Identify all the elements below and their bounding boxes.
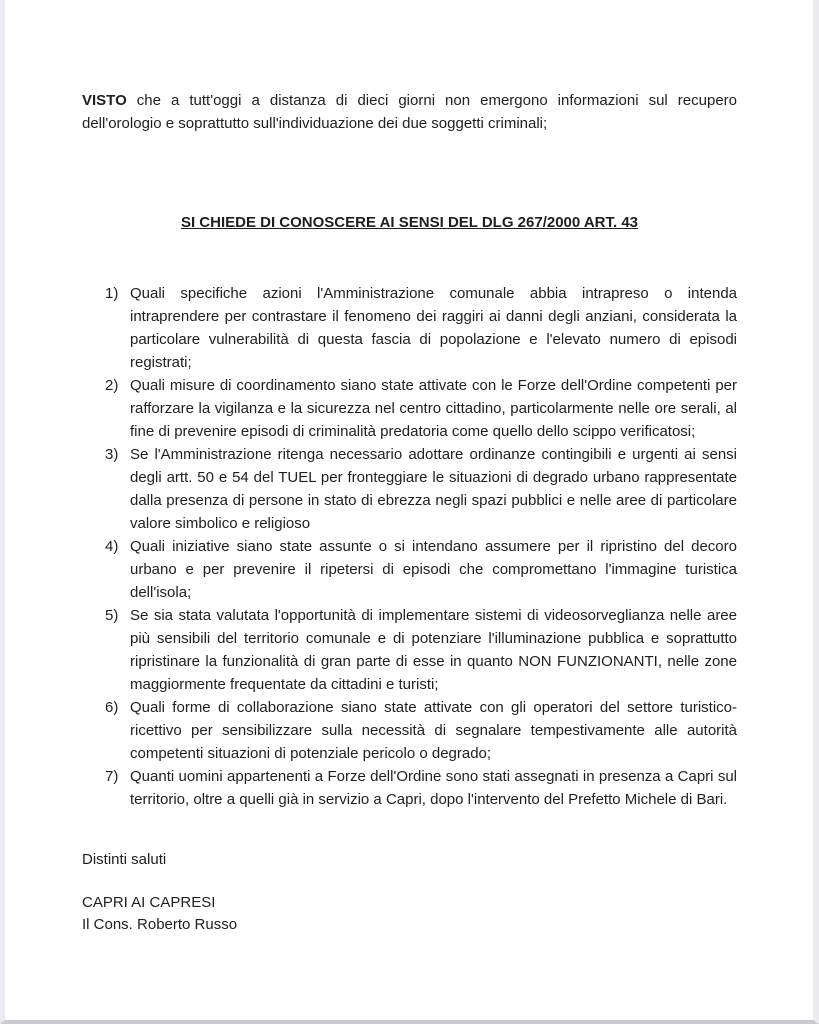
list-item-text: Quali specifiche azioni l'Amministrazione comunale abbia intrapreso o intenda intraprendere per contrastare il fenomeno dei raggiri ai danni degli anziani, considerata la particolare vulnerabilità di questa fascia di popolazione e l'elevato numero di episodi registrati; [130, 285, 737, 371]
list-item [105, 282, 737, 374]
list-item-number: 2) [105, 377, 119, 394]
request-heading: SI CHIEDE DI CONOSCERE AI SENSI DEL DLG 267/2000 ART. 43 [180, 214, 639, 231]
signature-group: CAPRI AI CAPRESI [82, 894, 216, 911]
list-item-number: 4) [105, 538, 119, 555]
list-item-number: 6) [105, 699, 119, 716]
document-content [82, 0, 737, 936]
list-item [105, 535, 737, 604]
signature-name: Il Cons. Roberto Russo [82, 916, 238, 933]
list-item-text: Se l'Amministrazione ritenga necessario adottare ordinanze contingibili e urgenti ai sensi degli artt. 50 e 54 del TUEL per fronteggiare le situazioni di degrado urbano rappresentate dalla presenza di persone in stato di ebrezza negli spazi pubblici e nelle aree di particolare valore simbolico e religioso [130, 446, 737, 532]
list-item [105, 604, 737, 696]
salutation: Distinti saluti [82, 851, 167, 868]
list-item-text: Se sia stata valutata l'opportunità di implementare sistemi di videosorveglianza nelle aree più sensibili del territorio comunale e di potenziare l'illuminazione pubblica e soprattutto ripristinare la funzionalità di gran parte di esse in quanto NON FUNZIONANTI, nelle zone maggiormente frequentate da cittadini e turisti; [130, 607, 737, 693]
list-item [105, 443, 737, 535]
list-item-text: Quali forme di collaborazione siano state attivate con gli operatori del settore turistico-ricettivo per sensibilizzare sulla necessità di segnalare tempestivamente alle autorità competenti situazioni di potenziale pericolo o degrado; [130, 699, 737, 762]
visto-lead-word: VISTO [82, 92, 127, 109]
list-item-number: 5) [105, 607, 119, 624]
list-item-text: Quali misure di coordinamento siano state attivate con le Forze dell'Ordine competenti per rafforzare la vigilanza e la sicurezza nel centro cittadino, particolarmente nelle ore serali, al fine di prevenire episodi di criminalità predatoria come quello dello scippo verificatosi; [130, 377, 737, 440]
signature-block [82, 892, 737, 936]
list-item [105, 765, 737, 811]
list-item-number: 7) [105, 768, 119, 785]
request-list [105, 282, 737, 811]
list-item-number: 3) [105, 446, 119, 463]
visto-paragraph-text: che a tutt'oggi a distanza di dieci giorni non emergono informazioni sul recupero dell'orologio e soprattutto sull'individuazione dei due soggetti criminali; [82, 92, 737, 132]
visto-paragraph [82, 90, 737, 135]
list-item [105, 374, 737, 443]
list-item-number: 1) [105, 285, 119, 302]
list-item-text: Quanti uomini appartenenti a Forze dell'Ordine sono stati assegnati in presenza a Capri sul territorio, oltre a quelli già in servizio a Capri, dopo l'intervento del Prefetto Michele di Bari. [130, 768, 737, 808]
list-item-text: Quali iniziative siano state assunte o si intendano assumere per il ripristino del decoro urbano e per prevenire il ripetersi di episodi che compromettano l'immagine turistica dell'isola; [130, 538, 737, 601]
list-item [105, 696, 737, 765]
